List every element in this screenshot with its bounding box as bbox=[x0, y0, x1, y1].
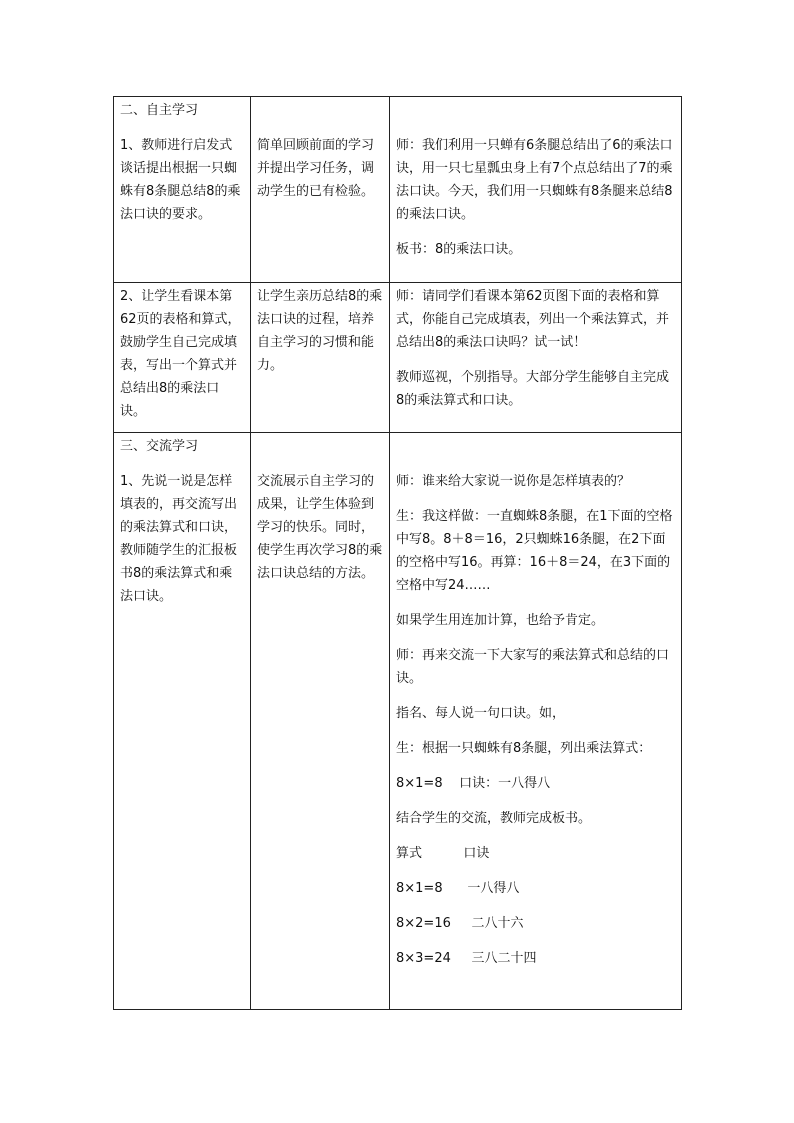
spacer bbox=[257, 99, 384, 122]
process-text: 教师巡视，个别指导。大部分学生能够自主完成8的乘法算式和口诀。 bbox=[396, 370, 670, 408]
intent-cell bbox=[251, 433, 390, 1010]
intent-text: 交流展示自主学习的成果，让学生体验到学习的快乐。同时，使学生再次学习8的乘法口诀总结的方法。 bbox=[257, 474, 383, 581]
activity-cell bbox=[114, 283, 251, 433]
process-text: 师：我们利用一只蝉有6条腿总结出了6的乘法口诀，用一只七星瓢虫身上有7个点总结出了7的乘法口诀。今天，我们用一只蜘蛛有8条腿来总结8的乘法口诀。 bbox=[396, 138, 673, 222]
activity-text: 2、让学生看课本第62页的表格和算式，鼓励学生自己完成填表，写出一个算式并总结出8的乘法口诀。 bbox=[120, 289, 241, 419]
process-text: 8×2=16 二八十六 bbox=[396, 916, 524, 931]
process-text: 师：请同学们看课本第62页图下面的表格和算式，你能自己完成填表，列出一个乘法算式，并总结出8的乘法口诀吗？试一试！ bbox=[396, 289, 670, 350]
process-text: 板书：8的乘法口诀。 bbox=[396, 242, 522, 257]
section-heading: 三、交流学习 bbox=[120, 439, 199, 454]
process-cell bbox=[390, 283, 682, 433]
activity-text: 1、教师进行启发式谈话提出根据一只蜘蛛有8条腿总结8的乘法口诀的要求。 bbox=[120, 138, 241, 222]
process-cell bbox=[390, 97, 682, 283]
activity-cell bbox=[114, 97, 251, 283]
process-text: 生：我这样做：一直蜘蛛8条腿，在1下面的空格中写8。8＋8＝16，2只蜘蛛16条腿，在2下面的空格中写16。再算：16＋8＝24，在3下面的空格中写24…… bbox=[396, 509, 673, 593]
process-text: 指名、每人说一句口诀。如， bbox=[396, 706, 566, 721]
process-text: 生：根据一只蜘蛛有8条腿，列出乘法算式： bbox=[396, 741, 652, 756]
process-text: 8×1=8 口诀：一八得八 bbox=[396, 776, 551, 791]
spacer bbox=[396, 99, 676, 122]
process-text: 结合学生的交流，教师完成板书。 bbox=[396, 811, 592, 826]
table-row bbox=[114, 433, 682, 1010]
section-heading: 二、自主学习 bbox=[120, 103, 199, 118]
intent-text: 让学生亲历总结8的乘法口诀的过程，培养自主学习的习惯和能力。 bbox=[257, 289, 383, 373]
intent-text: 简单回顾前面的学习并提出学习任务，调动学生的已有检验。 bbox=[257, 138, 375, 199]
process-text: 算式 口诀 bbox=[396, 846, 490, 861]
process-text: 8×3=24 三八二十四 bbox=[396, 951, 537, 966]
process-text: 8×1=8 一八得八 bbox=[396, 881, 520, 896]
lesson-plan-table bbox=[113, 96, 682, 1010]
intent-cell bbox=[251, 97, 390, 283]
intent-cell bbox=[251, 283, 390, 433]
activity-text: 1、先说一说是怎样填表的，再交流写出的乘法算式和口诀，教师随学生的汇报板书8的乘法算式和乘法口诀。 bbox=[120, 474, 238, 604]
process-cell bbox=[390, 433, 682, 1010]
process-text: 师：再来交流一下大家写的乘法算式和总结的口诀。 bbox=[396, 648, 670, 686]
table-row bbox=[114, 283, 682, 433]
process-text: 师：谁来给大家说一说你是怎样填表的？ bbox=[396, 474, 631, 489]
table-row bbox=[114, 97, 682, 283]
spacer bbox=[396, 435, 676, 458]
activity-cell bbox=[114, 433, 251, 1010]
process-text: 如果学生用连加计算，也给予肯定。 bbox=[396, 613, 605, 628]
spacer bbox=[257, 435, 384, 458]
